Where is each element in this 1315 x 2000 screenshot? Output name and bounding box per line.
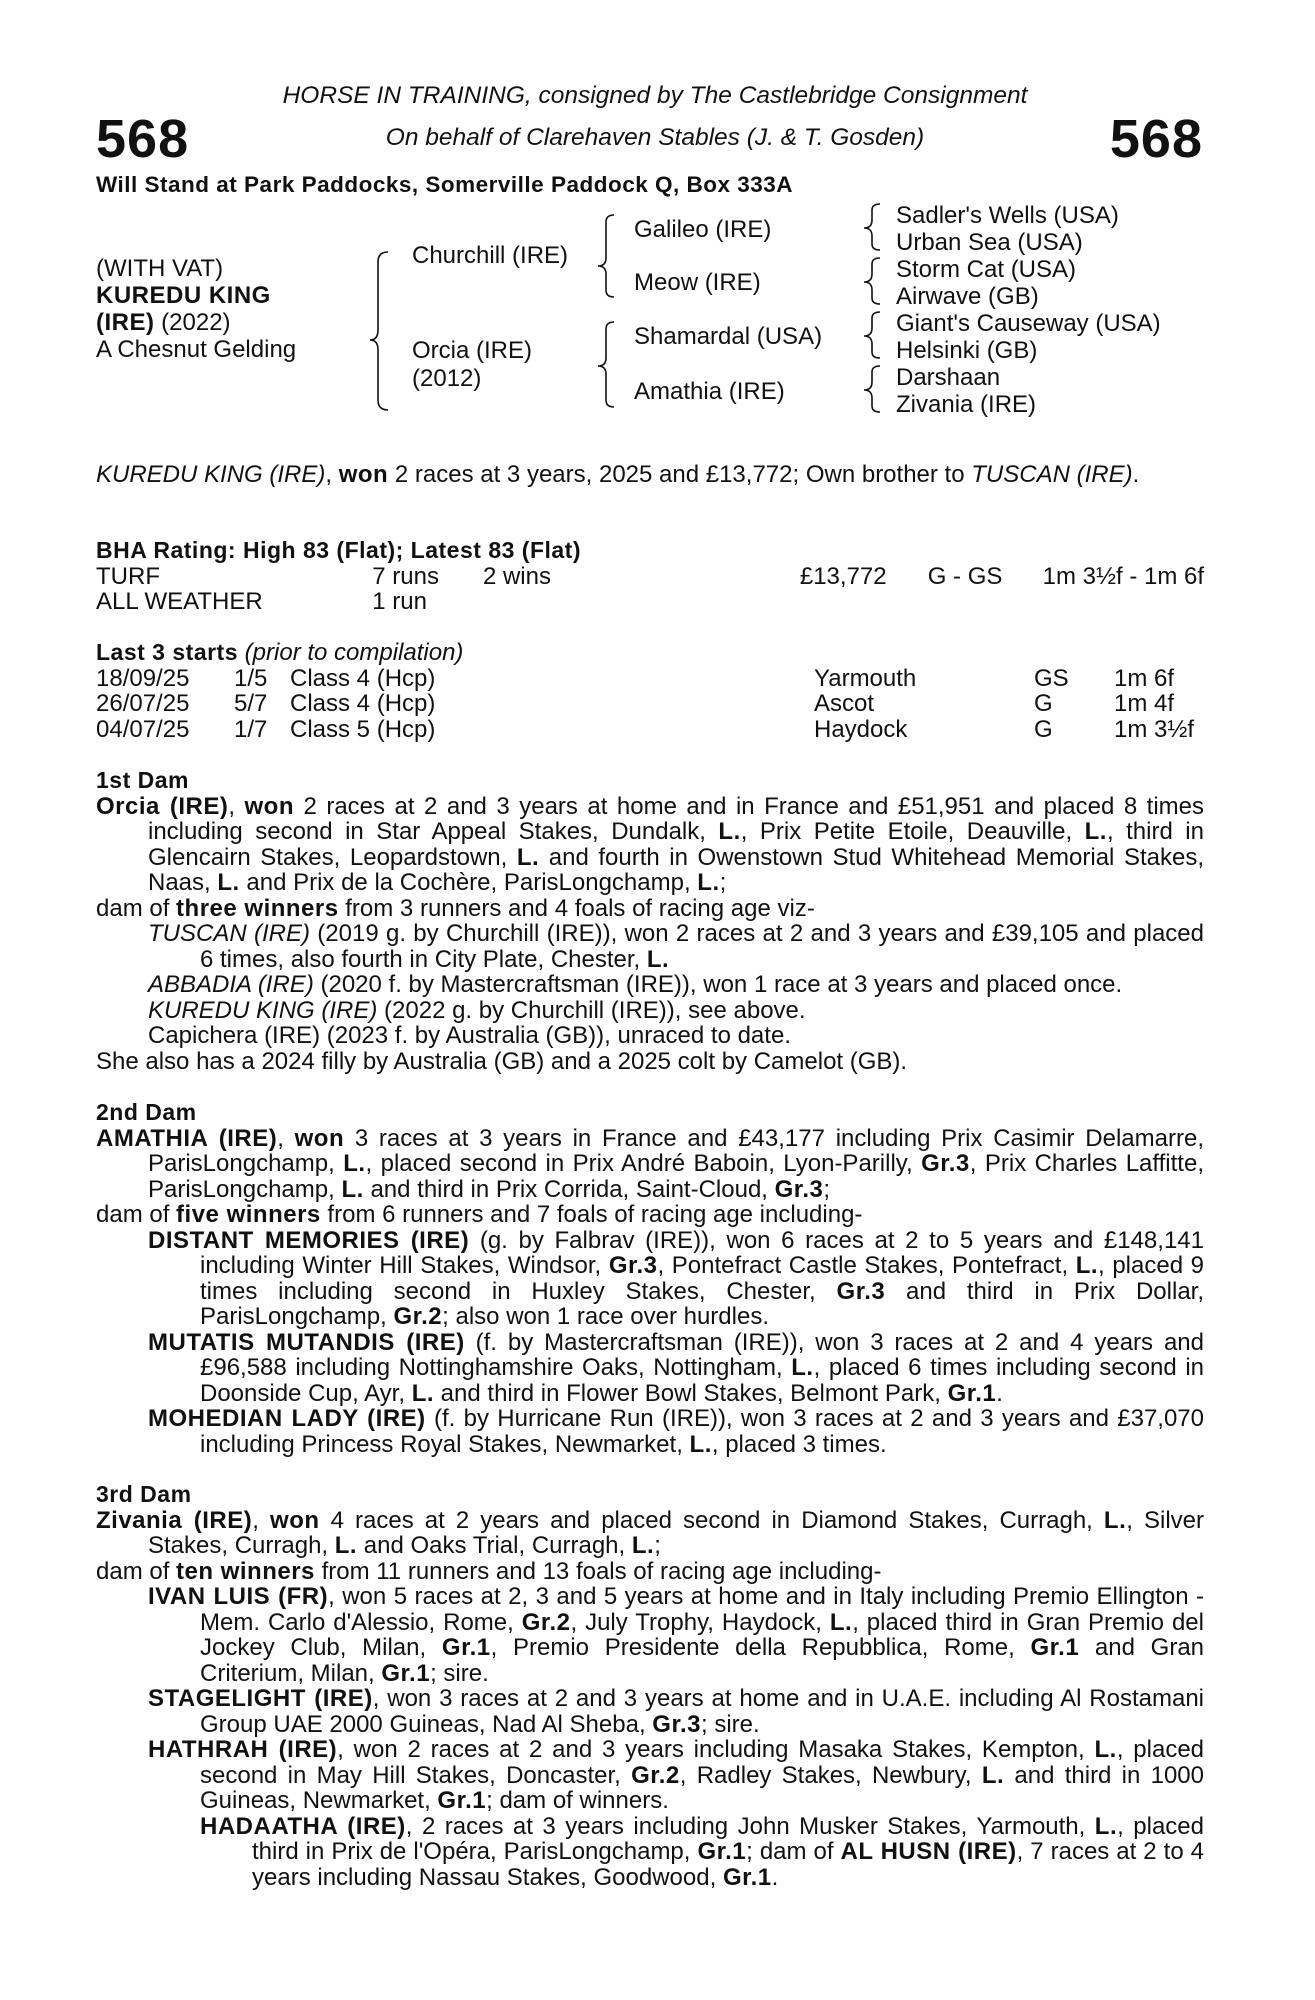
start-date: 18/09/25: [96, 664, 190, 692]
start-course: Haydock: [814, 715, 908, 743]
second-dam-title: 2nd Dam: [96, 1099, 197, 1125]
progeny-item: ABBADIA (IRE) (2020 f. by Mastercraftsman (IRE)), won 1 race at 3 years and placed once.: [148, 971, 1123, 998]
gen1-bracket: [370, 252, 388, 410]
progeny-item: KUREDU KING (IRE) (2022 g. by Churchill (IRE)), see above.: [148, 996, 806, 1024]
dam-sire: Shamardal (USA): [634, 323, 823, 350]
start-date: 04/07/25: [96, 715, 190, 743]
summary-horse-name: KUREDU KING (IRE): [96, 461, 326, 488]
start-distance: 1m 4f: [1114, 690, 1175, 717]
start-class: Class 4 (Hcp): [290, 690, 436, 717]
last-starts-title: Last 3 starts: [96, 639, 239, 665]
progeny-item: HADAATHA (IRE), 2 races at 3 years including John Musker Stakes, Yarmouth, L., placed third in Prix de l'Opéra, ParisLongchamp, Gr.1; dam of AL HUSN (IRE), 7 races at 2 to 4 years including Nassau Stakes, Goodwood, Gr.1.: [200, 1812, 1205, 1891]
start-position: 5/7: [234, 690, 268, 717]
sire-sire: Galileo (IRE): [634, 216, 772, 243]
start-position: 1/5: [234, 664, 268, 692]
progeny-item: STAGELIGHT (IRE), won 3 races at 2 and 3 years at home and in U.A.E. including Al Rostamani Group UAE 2000 Guineas, Nad Al Sheba, Gr.3; sire.: [148, 1685, 1205, 1738]
horse-summary: KUREDU KING (IRE), won 2 races at 3 years, 2025 and £13,772; Own brother to TUSCAN (IRE).: [96, 461, 1140, 488]
rating-prize: [800, 589, 928, 615]
rating-going: G - GS: [927, 562, 1003, 590]
sire-name: Churchill (IRE): [412, 242, 569, 269]
rating-title: BHA Rating: High 83 (Flat); Latest 83 (Flat): [96, 537, 581, 563]
ds-bracket: [864, 312, 880, 358]
rating-going: [928, 589, 1043, 615]
start-going: GS: [1034, 664, 1069, 692]
consignor-line: HORSE IN TRAINING, consigned by The Castlebridge Consignment: [282, 82, 1028, 109]
rating-runs: 1 run: [372, 588, 427, 615]
behalf-line: On behalf of Clarehaven Stables (J. & T. Gosden): [385, 124, 925, 151]
won-label: won: [244, 792, 295, 820]
second-dam-produce: dam of five winners from 6 runners and 7 foals of racing age including-: [96, 1201, 863, 1228]
start-row: [96, 666, 1194, 692]
first-dam-record: Orcia (IRE), won 2 races at 2 and 3 years at home and in France and £51,951 and placed 8 times including second in Star Appeal Stakes, Dundalk, L., Prix Petite Etoile, Deauville, L., third in Glencairn Stakes, Leopardstown, L. and fourth in Owenstown Stud Whitehead Memorial Stakes, Naas, L. and Prix de la Cochère, ParisLongchamp, L.;: [96, 792, 1204, 896]
stand-info: Will Stand at Park Paddocks, Somerville Paddock Q, Box 333A: [96, 172, 794, 197]
dam-dam: Amathia (IRE): [634, 378, 785, 405]
horse-year: (2022): [154, 309, 231, 336]
rating-row: [96, 564, 1204, 590]
progeny-item: TUSCAN (IRE) (2019 g. by Churchill (IRE)), won 2 races at 2 and 3 years and £39,105 and placed 6 times, also fourth in City Plate, Chester, L.: [148, 920, 1204, 973]
sd-sire: Storm Cat (USA): [896, 256, 1077, 283]
rating-distance: 1m 3½f - 1m 6f: [1042, 562, 1204, 590]
ss-dam: Urban Sea (USA): [896, 229, 1083, 256]
progeny-item: DISTANT MEMORIES (IRE) (g. by Falbrav (IRE)), won 6 races at 2 to 5 years and £148,141 including Winter Hill Stakes, Windsor, Gr.3, Pontefract Castle Stakes, Pontefract, L., placed 9 times including second in Huxley Stakes, Chester, Gr.3 and third in Prix Dollar, ParisLongchamp, Gr.2; also won 1 race over hurdles.: [148, 1226, 1205, 1330]
rating-runs: 7 runs: [372, 562, 439, 590]
lot-number-left: 568: [96, 109, 190, 169]
start-position: 1/7: [234, 715, 268, 743]
progeny-item: HATHRAH (IRE), won 2 races at 2 and 3 years including Masaka Stakes, Kempton, L., placed second in May Hill Stakes, Doncaster, Gr.2, Radley Stakes, Newbury, L. and third in 1000 Guineas, Newmarket, Gr.1; dam of winners.: [148, 1736, 1205, 1814]
start-distance: 1m 6f: [1114, 664, 1175, 692]
last-starts-table: [96, 666, 1194, 743]
sd-dam: Airwave (GB): [896, 283, 1039, 310]
ss-bracket: [864, 204, 880, 250]
dd-sire: Darshaan: [896, 364, 1001, 391]
dam-name: Orcia (IRE): [412, 337, 532, 364]
rating-table: [96, 564, 1204, 615]
second-dam-section: [96, 1100, 1204, 1457]
first-dam-title: 1st Dam: [96, 767, 189, 793]
third-dam-record: Zivania (IRE), won 4 races at 2 years and placed second in Diamond Stakes, Curragh, L., Silver Stakes, Curragh, L. and Oaks Trial, Curragh, L.;: [96, 1506, 1204, 1559]
second-dam-record: AMATHIA (IRE), won 3 races at 3 years in France and £43,177 including Prix Casimir Delamarre, ParisLongchamp, L., placed second in Prix André Baboin, Lyon-Parilly, Gr.3, Prix Charles Laffitte, ParisLongchamp, L. and third in Prix Corrida, Saint-Cloud, Gr.3;: [96, 1124, 1204, 1203]
third-dam-produce: dam of ten winners from 11 runners and 13 foals of racing age including-: [96, 1557, 882, 1585]
rating-prize: £13,772: [799, 562, 887, 590]
start-class: Class 4 (Hcp): [290, 664, 436, 692]
vat-note: (WITH VAT): [96, 255, 224, 282]
last-starts-section: [96, 640, 1204, 742]
progeny-item: MOHEDIAN LADY (IRE) (f. by Hurricane Run (IRE)), won 3 races at 2 and 3 years and £37,070 including Princess Royal Stakes, Newmarket, L., placed 3 times.: [148, 1405, 1204, 1458]
summary-text: 2 races at 3 years, 2025 and £13,772; Own brother to: [388, 461, 972, 488]
progeny-item: Capichera (IRE) (2023 f. by Australia (GB)), unraced to date.: [148, 1022, 791, 1049]
progeny-item: MUTATIS MUTANDIS (IRE) (f. by Mastercraftsman (IRE)), won 3 races at 2 and 4 years and £96,588 including Nottinghamshire Oaks, Nottingham, L., placed 6 times including second in Doonside Cup, Ayr, L. and third in Flower Bowl Stakes, Belmont Park, Gr.1.: [148, 1328, 1204, 1407]
rating-surface: ALL WEATHER: [96, 588, 263, 615]
start-distance: 1m 3½f: [1114, 715, 1195, 743]
third-dam-title: 3rd Dam: [96, 1481, 192, 1507]
start-going: G: [1034, 715, 1053, 743]
ss-sire: Sadler's Wells (USA): [896, 202, 1119, 229]
first-dam-also: She also has a 2024 filly by Australia (GB) and a 2025 colt by Camelot (GB).: [96, 1047, 908, 1075]
horse-name-line2: (IRE): [96, 309, 155, 336]
progeny-item: IVAN LUIS (FR), won 5 races at 2, 3 and 5 years at home and in Italy including Premio Ellington - Mem. Carlo d'Alessio, Rome, Gr.2, July Trophy, Haydock, L., placed third in Gran Premio del Jockey Club, Milan, Gr.1, Premio Presidente della Repubblica, Rome, Gr.1 and Gran Criterium, Milan, Gr.1; sire.: [148, 1583, 1205, 1687]
summary-won: won: [338, 461, 389, 488]
rating-section: [96, 538, 1204, 615]
sire-bracket: [598, 215, 614, 297]
dam-name: Orcia (IRE): [96, 792, 229, 820]
dam-year: (2012): [412, 365, 482, 392]
ds-dam: Helsinki (GB): [896, 337, 1038, 364]
last-starts-note: (prior to compilation): [238, 639, 464, 666]
rating-distance: [1043, 589, 1204, 615]
start-date: 26/07/25: [96, 690, 190, 717]
lot-number-right: 568: [1109, 109, 1203, 169]
dd-dam: Zivania (IRE): [896, 391, 1037, 418]
dam-bracket: [598, 322, 614, 407]
dd-bracket: [864, 366, 880, 412]
ds-sire: Giant's Causeway (USA): [896, 310, 1161, 337]
start-row: [96, 717, 1194, 743]
start-course: Yarmouth: [814, 664, 917, 692]
first-dam-section: [96, 768, 1204, 1074]
start-going: G: [1034, 690, 1053, 717]
start-course: Ascot: [814, 690, 875, 717]
summary-brother: TUSCAN (IRE): [971, 461, 1133, 488]
third-dam-section: [96, 1482, 1204, 1890]
rating-wins: [483, 589, 800, 615]
sd-bracket: [864, 258, 880, 304]
start-row: [96, 691, 1194, 717]
horse-description: A Chesnut Gelding: [96, 336, 297, 363]
rating-row: [96, 589, 1204, 615]
horse-name-line1: KUREDU KING: [96, 282, 271, 309]
rating-surface: TURF: [96, 562, 160, 590]
sire-dam: Meow (IRE): [634, 269, 761, 296]
start-class: Class 5 (Hcp): [290, 715, 436, 743]
first-dam-produce: dam of three winners from 3 runners and 4 foals of racing age viz-: [96, 894, 815, 922]
rating-wins: 2 wins: [482, 562, 551, 590]
